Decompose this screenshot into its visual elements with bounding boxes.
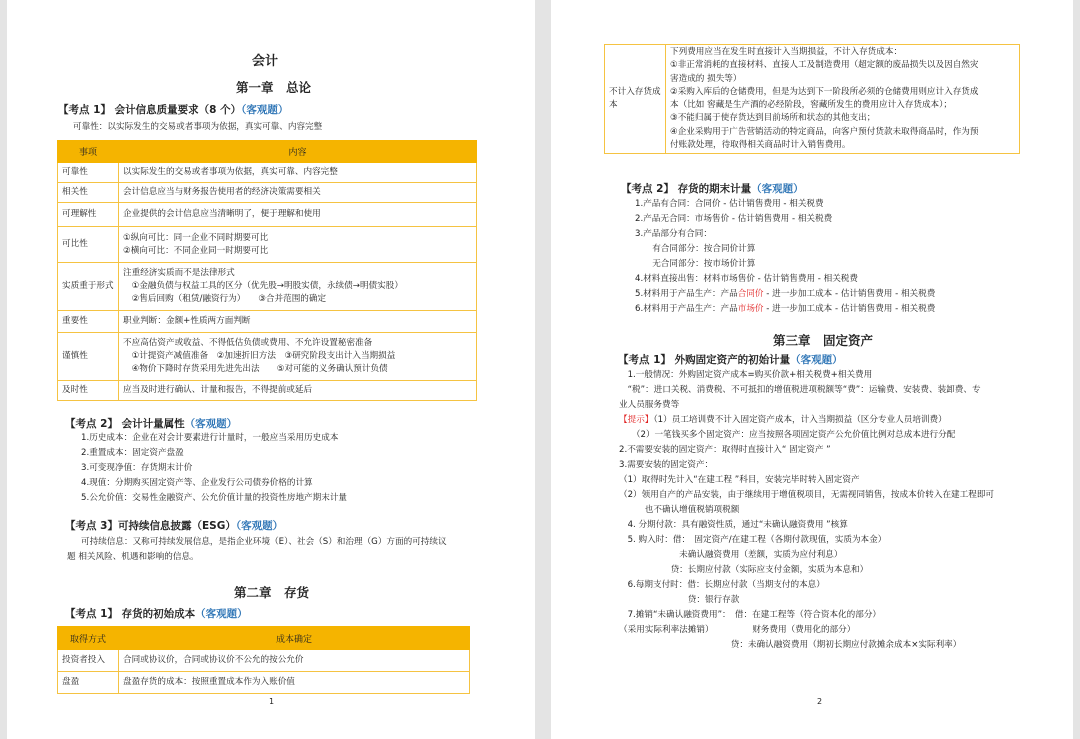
body-line: 贷：银行存款 [619, 595, 740, 605]
kd3-heading-text: 【考点 3】可持续信息披露（ESG） [65, 520, 236, 532]
list-item: 3.产品部分有合同： [635, 229, 712, 239]
row-content [119, 263, 477, 311]
c3kd1-heading-tag: （客观题） [790, 354, 843, 366]
doc-title: 会计 [252, 54, 279, 69]
p2-kd2-heading-text: 【考点 2】 存货的期末计量 [621, 183, 752, 195]
page-number: 2 [817, 697, 823, 706]
row-item: 重要性 [58, 311, 119, 333]
line-text: 6.材料用于产品生产：产品 [635, 304, 738, 314]
page-1 [7, 0, 535, 739]
chapter-2-title: 第二章 存货 [234, 585, 310, 600]
row-item: 及时性 [58, 381, 119, 401]
row-content [119, 203, 477, 227]
body-line: 6.每期支付时：借：长期应付款（当期支付的本息） [619, 580, 825, 590]
list-item: 4.材料直接出售：材料市场售价 - 估计销售费用 - 相关税费 [635, 274, 858, 284]
line-text: - 进一步加工成本 - 估计销售费用 - 相关税费 [763, 289, 936, 299]
highlight-text: 合同价 [737, 289, 764, 299]
table-header-row [58, 627, 470, 650]
row-line: ①纵向可比：同一企业不同时期要可比 [123, 232, 269, 243]
kd2-heading-tag: （客观题） [184, 418, 238, 430]
chapter-3-title: 第三章 固定资产 [773, 333, 874, 348]
list-item: 有合同部分：按合同价计算 [635, 244, 756, 254]
row-line: ②售后回购（租赁/融资行为） ③合并范围的确定 [123, 294, 327, 304]
row-item: 实质重于形式 [58, 263, 119, 311]
table-header-method: 取得方式 [58, 627, 119, 650]
row-item: 可比性 [58, 227, 119, 263]
row-content: 合同或协议价，合同或协议价不公允的按公允价 [119, 650, 470, 672]
table-row [58, 650, 470, 672]
tip-line [619, 413, 994, 428]
body-line: （2）领用自产的产品安装，由于继续用于增值税项目，无需视同销售，按成本价转入在建工程即可 [619, 490, 995, 500]
body-line: “税”：进口关税、消费税、不可抵扣的增值税进项税额等“费”：运输费、安装费、装卸费、专 [619, 385, 981, 395]
table-row [58, 183, 477, 203]
page-number: 1 [269, 697, 275, 706]
kd2-list [81, 431, 347, 506]
row-content [119, 183, 477, 203]
c3kd1-heading-text: 【考点 1】 外购固定资产的初始计量 [618, 354, 791, 366]
tip-label: 【提示】 [619, 415, 654, 425]
row-line: ④企业采购用于广告营销活动的特定商品，向客户预付货款未取得商品时，作为预 [670, 126, 979, 137]
row-content [119, 333, 477, 381]
row-item: 相关性 [58, 183, 119, 203]
table-row [58, 163, 477, 183]
c2kd1-heading [65, 606, 248, 621]
kd1-intro: 可靠性：以实际发生的交易或者事项为依据，真实可靠、内容完整 [73, 122, 323, 132]
table-row [58, 203, 477, 227]
excluded-costs-table [604, 44, 1020, 154]
table-header-content: 内容 [119, 141, 477, 163]
body-line: 3.需要安装的固定资产： [619, 460, 714, 470]
row-line: 不应高估资产或收益、不得低估负债或费用、不允许设置秘密准备 [123, 338, 373, 348]
row-line: 职业判断：金额+性质两方面判断 [123, 316, 251, 326]
row-item: 不计入存货成本 [605, 45, 666, 154]
row-line: 注重经济实质而不是法律形式 [123, 268, 235, 278]
table-row [58, 381, 477, 401]
table-header-item: 事项 [58, 141, 119, 163]
row-line: 应当及时进行确认、计量和报告，不得提前或延后 [123, 385, 313, 395]
list-item: 2.重置成本：固定资产盘盈 [81, 448, 184, 458]
kd3-paragraph [67, 535, 447, 565]
list-item: 5.公允价值：交易性金融资产、公允价值计量的投资性房地产期末计量 [81, 493, 348, 503]
body-line: 贷：长期应付款（实际应支付金额，实质为本息和） [619, 565, 869, 575]
body-line: 5. 购入时：借： 固定资产/在建工程（各期付款现值，实质为本金） [619, 535, 887, 545]
kd3-heading [65, 518, 283, 533]
body-line: 1.一般情况：外购固定资产成本=购买价款+相关税费+相关费用 [619, 370, 873, 380]
row-line: ①金融负债与权益工具的区分（优先股→明股实债，永续债→明债实股） [123, 281, 403, 291]
row-content [119, 311, 477, 333]
quality-requirements-table [57, 140, 477, 401]
body-line: 4. 分期付款：具有融资性质，通过“未确认融资费用 ”核算 [619, 520, 848, 530]
row-line: 以实际发生的交易或者事项为依据，真实可靠、内容完整 [123, 167, 338, 177]
row-item: 可靠性 [58, 163, 119, 183]
body-line: 也不确认增值税销项税额 [619, 505, 740, 515]
body-line: 未确认融资费用（差额，实质为应付利息） [619, 550, 843, 560]
body-line: 业人员服务费等 [619, 400, 680, 410]
row-content: 盘盈存货的成本：按照重置成本作为入账价值 [119, 672, 470, 694]
row-line: ①非正常消耗的直接材料、直接人工及制造费用（超定额的废品损失以及因自然灾 [670, 60, 979, 71]
table-row [58, 333, 477, 381]
p2-kd2-heading [621, 181, 804, 196]
row-content [666, 45, 1020, 154]
table-header-cost: 成本确定 [119, 627, 470, 650]
kd1-heading-tag: （客观题） [241, 104, 289, 116]
tip-text: （1）员工培训费不计入固定资产成本，计入当期损益（区分专业人员培训费） [653, 415, 947, 425]
initial-cost-table [57, 626, 470, 694]
table-row [58, 672, 470, 694]
c2kd1-heading-text: 【考点 1】 存货的初始成本 [65, 608, 196, 620]
line-text: - 进一步加工成本 - 估计销售费用 - 相关税费 [763, 304, 936, 314]
p2-kd2-list [635, 197, 935, 317]
row-line: 下列费用应当在发生时直接计入当期损益，不计入存货成本： [670, 47, 903, 57]
body-line: 2.不需要安装的固定资产：取得时直接计入“ 固定资产 ” [619, 445, 831, 455]
row-content [119, 227, 477, 263]
body-line: 7.摊销“未确认融资费用”： 借：在建工程等（符合资本化的部分） [619, 610, 882, 620]
paragraph-line: 题 相关风险、机遇和影响的信息。 [67, 552, 199, 562]
c2kd1-heading-tag: （客观题） [195, 608, 248, 620]
list-item: 4.现值：分期购买固定资产等、企业发行公司债券价格的计算 [81, 478, 313, 488]
body-line: 贷：未确认融资费用（期初长期应付款摊余成本×实际利率） [619, 640, 962, 650]
kd2-heading [65, 416, 237, 431]
paragraph-line: 可持续信息：又称可持续发展信息，是指企业环境（E）、社会（S）和治理（G）方面的可持续议 [81, 537, 447, 547]
table-row [58, 227, 477, 263]
row-line: 本（比如 窖藏是生产酒的必经阶段，窖藏所发生的费用应计入存货成本）； [670, 100, 953, 111]
p2-kd2-heading-tag: （客观题） [751, 183, 804, 195]
list-item [635, 302, 935, 317]
row-line: ④物价下降时存货采用先进先出法 ⑤对可能的义务确认预计负债 [123, 364, 388, 374]
line-text: 5.材料用于产品生产：产品 [635, 289, 738, 299]
row-item: 投资者投入 [58, 650, 119, 672]
kd3-heading-tag: （客观题） [235, 520, 284, 532]
body-line: （1）取得时先计入“在建工程 ”科目，安装完毕时转入固定资产 [619, 475, 860, 485]
row-content [119, 163, 477, 183]
list-item: 1.产品有合同：合同价 - 估计销售费用 - 相关税费 [635, 199, 824, 209]
row-line: ②横向可比：不同企业同一时期要可比 [123, 245, 269, 256]
row-line: ③不能归属于使存货达到目前场所和状态的其他支出； [670, 113, 876, 124]
row-item: 盘盈 [58, 672, 119, 694]
tip-line: （2）一笔钱买多个固定资产：应当按照各项固定资产公允价值比例对总成本进行分配 [619, 430, 956, 440]
chapter-1-title: 第一章 总论 [236, 80, 312, 95]
row-item: 可理解性 [58, 203, 119, 227]
row-line: 企业提供的会计信息应当清晰明了，便于理解和使用 [123, 209, 321, 219]
table-row [605, 45, 1020, 154]
row-line: ②采购入库后的仓储费用，但是为达到下一阶段所必须的仓储费用则应计入存货成 [670, 86, 979, 97]
row-content [119, 381, 477, 401]
highlight-text: 市场价 [737, 304, 764, 314]
table-row [58, 263, 477, 311]
row-item: 谨慎性 [58, 333, 119, 381]
list-item: 3.可变现净值：存货期末计价 [81, 463, 193, 473]
list-item: 2.产品无合同：市场售价 - 估计销售费用 - 相关税费 [635, 214, 833, 224]
table-row [58, 311, 477, 333]
list-item: 无合同部分：按市场价计算 [635, 259, 756, 269]
table-header-row [58, 141, 477, 163]
page-2 [551, 0, 1073, 739]
c3kd1-body [619, 368, 994, 653]
row-line: ①计提资产减值准备 ②加速折旧方法 ③研究阶段支出计入当期损益 [123, 351, 396, 361]
kd1-heading [58, 102, 288, 117]
list-item: 1.历史成本：企业在对会计要素进行计量时，一般应当采用历史成本 [81, 433, 339, 443]
c3kd1-heading [618, 352, 843, 367]
kd1-heading-text: 【考点 1】 会计信息质量要求（8 个） [58, 104, 242, 116]
row-line: 会计信息应当与财务报告使用者的经济决策需要相关 [123, 187, 321, 197]
kd2-heading-text: 【考点 2】 会计计量属性 [65, 418, 185, 430]
body-line: （采用实际利率法摊销） 财务费用（费用化的部分） [619, 625, 856, 635]
list-item [635, 287, 935, 302]
row-line: 害造成的 损失等） [670, 73, 742, 84]
row-line: 付账款处理，待取得相关商品时计入销售费用。 [670, 140, 851, 151]
